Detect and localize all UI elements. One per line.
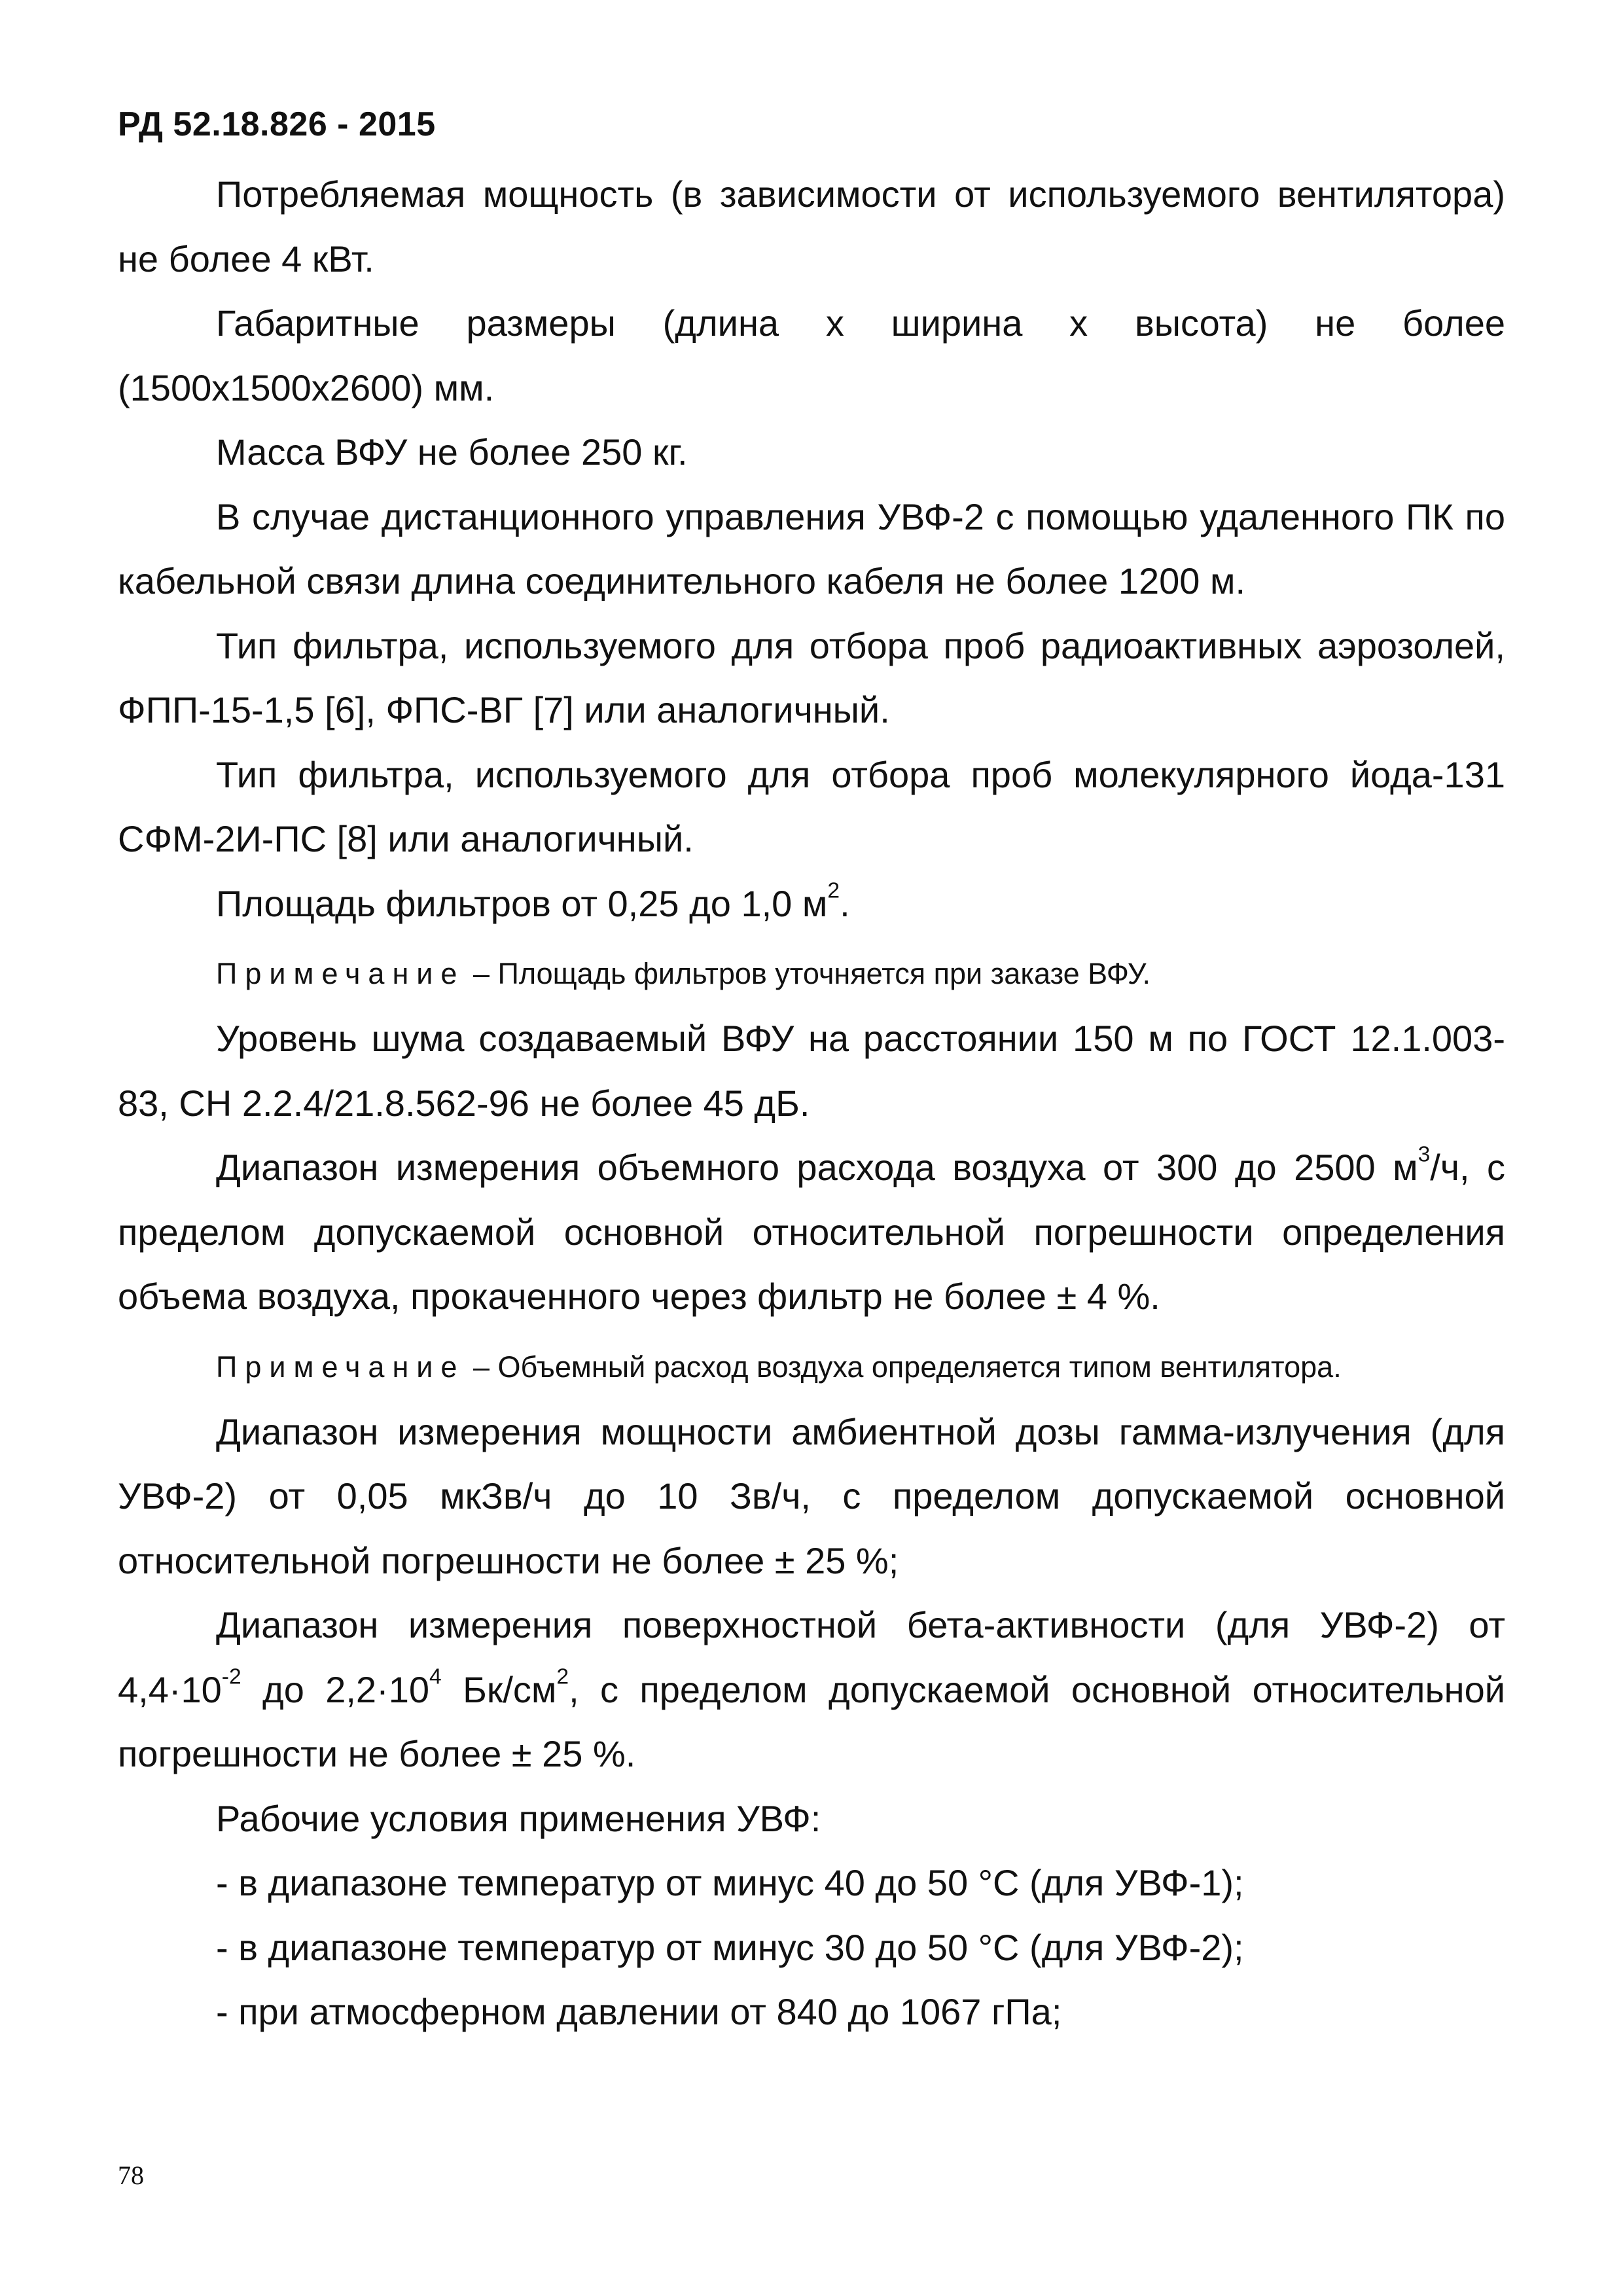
paragraph-power: Потребляемая мощность (в зависимости от используемого вентилятора) не более 4 кВт. <box>118 173 1505 279</box>
flow-superscript: 3 <box>1418 1142 1431 1167</box>
area-text: Площадь фильтров от 0,25 до 1,0 м <box>216 882 828 924</box>
flow-text-b: /ч, с пределом допускаемой основной относительной погрешности определения объема воздуха, прокаченного через фильтр не более ± 4 %. <box>118 1147 1506 1317</box>
beta-exponent-3: 2 <box>556 1664 569 1689</box>
paragraph-noise: Уровень шума создаваемый ВФУ на расстоянии 150 м по ГОСТ 12.1.003-83, СН 2.2.4/21.8.562-96 не более 45 дБ. <box>118 1018 1505 1124</box>
note-text: – Площадь фильтров уточняется при заказе ВФУ. <box>465 957 1150 990</box>
paragraph-mass: Масса ВФУ не более 250 кг. <box>216 431 688 473</box>
list-item: - при атмосферном давлении от 840 до 1067 гПа; <box>216 1991 1062 2032</box>
beta-exponent-2: 4 <box>429 1664 442 1689</box>
beta-text-a: Диапазон измерения поверхностной бета-активности (для УВФ-2) от 4,4·10 <box>118 1604 1505 1710</box>
paragraph-dimensions: Габаритные размеры (длина х ширина х высота) не более (1500х1500х2600) мм. <box>118 302 1505 408</box>
paragraph-filter-iodine: Тип фильтра, используемого для отбора проб молекулярного йода-131 СФМ-2И-ПС [8] или аналогичный. <box>118 753 1505 859</box>
document-body <box>118 162 1505 2045</box>
flow-text-a: Диапазон измерения объемного расхода воздуха от 300 до 2500 м <box>216 1147 1418 1188</box>
page-number: 78 <box>118 2161 144 2190</box>
note-area <box>118 948 1505 1000</box>
area-end: . <box>840 882 850 924</box>
paragraph-cable: В случае дистанционного управления УВФ-2 с помощью удаленного ПК по кабельной связи длина соединительного кабеля не более 1200 м. <box>118 495 1505 601</box>
note-flow <box>118 1341 1505 1393</box>
paragraph-dose-rate: Диапазон измерения мощности амбиентной дозы гамма-излучения (для УВФ-2) от 0,05 мкЗв/ч до 10 Зв/ч, с пределом допускаемой основной относительной погрешности не более ± 25 %; <box>118 1410 1505 1581</box>
beta-text-d: , с пределом допускаемой основной относительной погрешности не более ± 25 %. <box>118 1668 1505 1774</box>
paragraph-flow <box>118 1136 1505 1329</box>
paragraph-filter-aerosol: Тип фильтра, используемого для отбора проб радиоактивных аэрозолей, ФПП-15-1,5 [6], ФПС-ВГ [7] или аналогичный. <box>118 624 1505 730</box>
beta-text-c: Бк/см <box>441 1668 557 1710</box>
list-item: - в диапазоне температур от минус 40 до 50 °С (для УВФ-1); <box>216 1862 1244 1903</box>
area-superscript: 2 <box>827 878 840 903</box>
paragraph-conditions: Рабочие условия применения УВФ: <box>216 1797 821 1839</box>
beta-text-b: до 2,2·10 <box>241 1668 430 1710</box>
paragraph-beta-activity <box>118 1593 1505 1787</box>
list-item: - в диапазоне температур от минус 30 до 50 °С (для УВФ-2); <box>216 1926 1244 1968</box>
note-label: Примечание <box>216 957 465 990</box>
document-header: РД 52.18.826 - 2015 <box>118 105 436 143</box>
beta-exponent-1: -2 <box>221 1664 241 1689</box>
note-label: Примечание <box>216 1350 465 1384</box>
paragraph-filter-area <box>118 872 1505 937</box>
note-text: – Объемный расход воздуха определяется типом вентилятора. <box>465 1350 1342 1384</box>
